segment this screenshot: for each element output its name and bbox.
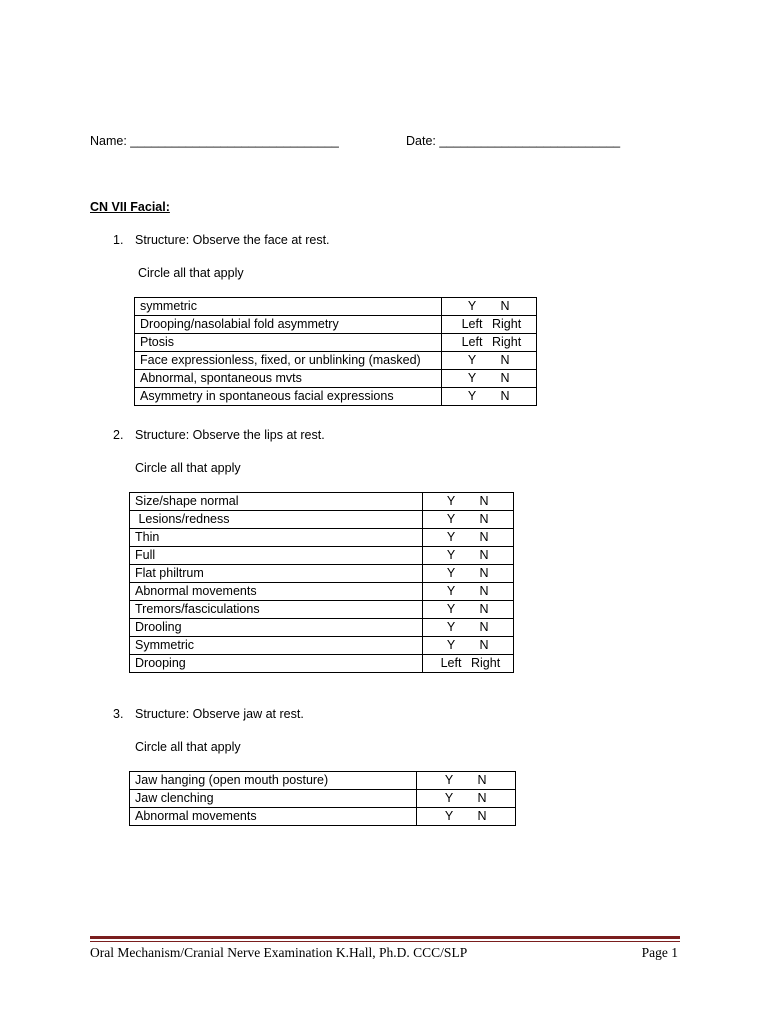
row-options <box>423 511 514 529</box>
row-label: Drooping <box>130 655 423 673</box>
item-1-number: 1. <box>113 233 124 247</box>
option-second[interactable]: N <box>500 371 510 385</box>
option-second[interactable]: N <box>479 584 489 598</box>
option-second[interactable]: N <box>479 512 489 526</box>
row-label: Drooling <box>130 619 423 637</box>
option-first[interactable]: Y <box>467 353 477 367</box>
table-row <box>130 529 514 547</box>
option-first[interactable]: Y <box>446 620 456 634</box>
option-first[interactable]: Y <box>446 584 456 598</box>
row-label: Abnormal movements <box>130 583 423 601</box>
table-row <box>130 772 516 790</box>
item-3-number: 3. <box>113 707 124 721</box>
option-second[interactable]: Right <box>471 656 501 670</box>
option-first[interactable]: Y <box>446 638 456 652</box>
footer-rule-thin <box>90 941 680 942</box>
row-options <box>417 772 516 790</box>
option-second[interactable]: Right <box>492 335 522 349</box>
footer-rule-thick <box>90 936 680 939</box>
row-label: Drooping/nasolabial fold asymmetry <box>135 316 442 334</box>
option-first[interactable]: Left <box>440 656 462 670</box>
table-row <box>130 655 514 673</box>
row-options <box>442 298 537 316</box>
option-second[interactable]: N <box>479 602 489 616</box>
row-options <box>442 352 537 370</box>
row-label: Face expressionless, fixed, or unblinking (masked) <box>135 352 442 370</box>
row-label: Tremors/fasciculations <box>130 601 423 619</box>
option-second[interactable]: N <box>500 389 510 403</box>
row-options <box>442 370 537 388</box>
row-options <box>423 583 514 601</box>
option-second[interactable]: N <box>479 620 489 634</box>
option-first[interactable]: Y <box>446 494 456 508</box>
item-1-title: Structure: Observe the face at rest. <box>135 233 330 247</box>
option-second[interactable]: N <box>500 299 510 313</box>
option-first[interactable]: Y <box>444 809 454 823</box>
row-options <box>423 655 514 673</box>
row-label: Asymmetry in spontaneous facial expressions <box>135 388 442 406</box>
option-first[interactable]: Y <box>446 530 456 544</box>
footer-text: Oral Mechanism/Cranial Nerve Examination K.Hall, Ph.D. CCC/SLP <box>90 945 468 960</box>
table-row <box>130 790 516 808</box>
table-row <box>130 619 514 637</box>
option-second[interactable]: N <box>477 791 487 805</box>
item-1-instruction: Circle all that apply <box>138 266 244 280</box>
item-2-number: 2. <box>113 428 124 442</box>
row-options <box>442 388 537 406</box>
table-row <box>130 637 514 655</box>
row-options <box>423 529 514 547</box>
row-options <box>423 493 514 511</box>
table-row <box>130 601 514 619</box>
row-label: symmetric <box>135 298 442 316</box>
row-options <box>423 547 514 565</box>
table-row <box>130 583 514 601</box>
row-label: Abnormal, spontaneous mvts <box>135 370 442 388</box>
option-second[interactable]: N <box>479 494 489 508</box>
table-row <box>130 493 514 511</box>
lips-checklist-table <box>129 492 514 673</box>
row-options <box>423 619 514 637</box>
option-first[interactable]: Y <box>446 566 456 580</box>
table-row <box>135 370 537 388</box>
row-label: Lesions/redness <box>130 511 423 529</box>
row-options <box>423 565 514 583</box>
item-2-instruction: Circle all that apply <box>135 461 241 475</box>
item-3-instruction: Circle all that apply <box>135 740 241 754</box>
table-row <box>130 808 516 826</box>
table-row <box>130 547 514 565</box>
date-field[interactable]: Date: __________________________ <box>406 134 621 148</box>
row-options <box>423 637 514 655</box>
row-label: Symmetric <box>130 637 423 655</box>
row-options <box>417 808 516 826</box>
table-row <box>135 352 537 370</box>
option-first[interactable]: Y <box>467 371 477 385</box>
option-first[interactable]: Y <box>446 548 456 562</box>
row-label: Thin <box>130 529 423 547</box>
row-label: Jaw clenching <box>130 790 417 808</box>
option-second[interactable]: N <box>479 638 489 652</box>
option-second[interactable]: N <box>500 353 510 367</box>
page-number: Page 1 <box>641 945 678 960</box>
jaw-checklist-table <box>129 771 516 826</box>
option-second[interactable]: N <box>477 773 487 787</box>
row-label: Full <box>130 547 423 565</box>
row-options <box>423 601 514 619</box>
option-second[interactable]: N <box>479 530 489 544</box>
face-checklist-table <box>134 297 537 406</box>
row-label: Abnormal movements <box>130 808 417 826</box>
row-options <box>442 334 537 352</box>
option-second[interactable]: N <box>479 548 489 562</box>
option-first[interactable]: Left <box>461 317 483 331</box>
option-first[interactable]: Y <box>446 512 456 526</box>
row-label: Ptosis <box>135 334 442 352</box>
option-first[interactable]: Y <box>467 299 477 313</box>
option-first[interactable]: Y <box>444 773 454 787</box>
option-first[interactable]: Y <box>467 389 477 403</box>
row-options <box>417 790 516 808</box>
table-row <box>135 298 537 316</box>
table-row <box>130 511 514 529</box>
table-row <box>135 316 537 334</box>
item-2-title: Structure: Observe the lips at rest. <box>135 428 325 442</box>
option-first[interactable]: Y <box>446 602 456 616</box>
table-row <box>130 565 514 583</box>
item-3-title: Structure: Observe jaw at rest. <box>135 707 304 721</box>
option-first[interactable]: Left <box>461 335 483 349</box>
table-row <box>135 334 537 352</box>
row-label: Size/shape normal <box>130 493 423 511</box>
option-first[interactable]: Y <box>444 791 454 805</box>
option-second[interactable]: Right <box>492 317 522 331</box>
row-label: Jaw hanging (open mouth posture) <box>130 772 417 790</box>
section-title: CN VII Facial: <box>90 200 170 214</box>
option-second[interactable]: N <box>479 566 489 580</box>
name-field[interactable]: Name: ______________________________ <box>90 134 339 148</box>
table-row <box>135 388 537 406</box>
row-label: Flat philtrum <box>130 565 423 583</box>
row-options <box>442 316 537 334</box>
option-second[interactable]: N <box>477 809 487 823</box>
